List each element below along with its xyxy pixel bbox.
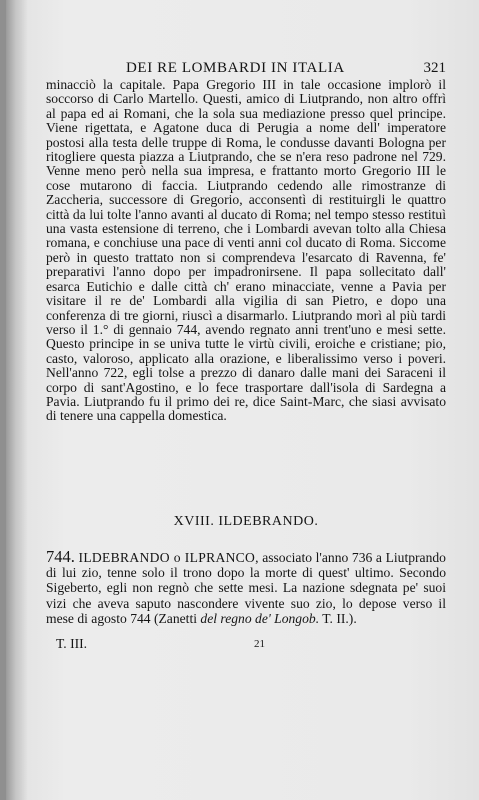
ildebrando-entry <box>46 549 446 626</box>
page-gutter-shadow <box>6 0 28 800</box>
entry-citation: del regno de' Longob. <box>200 610 320 626</box>
page-footer <box>46 636 446 658</box>
page-number: 321 <box>423 60 446 76</box>
book-page <box>6 0 479 800</box>
body-paragraph: minacciò la capitale. Papa Gregorio III in tale occasione implorò il soccorso di Carlo Martello. Questi, amico di Liutprando, non altro offrì al papa ed ai Romani, che la sola sua mediazione presso quel principe. Viene rigettata, e Agatone duca di Perugia a nome dell' imperatore postosi alla testa delle truppe di Roma, le condusse davanti Bologna per ritogliere questa piazza a Liutprando, che se n'era reso padrone nel 729. Venne meno però nella sua impresa, e frattanto morto Gregorio III le cose mutarono di faccia. Liutprando cedendo alle rimostranze di Zaccheria, successore di Gregorio, acconsentì di restituirgli le quattro città da lui tolte l'anno avanti al ducato di Roma; nel tempo stesso restituì una vasta estensione di terreno, che i Lombardi avevan tolto alla Chiesa romana, e conchiuse una pace di venti anni col ducato di Roma. Siccome però in questo trattato non si comprendeva l'esarcato di Ravenna, fe' preparativi l'anno dopo per impadronirsene. Il papa sollecitato dall' esarca Eutichio e dalle città ch' erano minacciate, venne a Pavia per visitare il re de' Lombardi alla vigilia di san Pietro, e dopo una conferenza di tre giorni, riuscì a disarmarlo. Liutprando morì al più tardi verso il 1.° di gennaio 744, avendo regnato anni trent'uno e mesi sette. Questo principe in se univa tutte le virtù civili, eroiche e cristiane; pio, casto, valoroso, applicato alla orazione, e liberalissimo verso i poveri. Nell'anno 722, egli tolse a prezzo di danaro dalle mani dei Saraceni il corpo di sant'Agostino, e lo fece trasportare dall'isola di Sardegna a Pavia. Liutprando fu il primo dei re, dice Saint-Marc, che siasi avvisato di tenere una cappella domestica. <box>46 77 446 424</box>
running-head: DEI RE LOMBARDI IN ITALIA <box>126 60 345 76</box>
entry-name: ILDEBRANDO o ILPRANCO <box>78 550 256 565</box>
entry-text-end: T. II.). <box>319 610 357 626</box>
entry-text: , associato l'anno 736 a Liutprando di lui zio, tenne solo il trono dopo la morte di quest' ultimo. Secondo Sigeberto, egli non regnò che sette mesi. La nazione sdegnata pe' suoi vizi che aveva saputo nascondere vivente suo zio, lo depose verso il mese di agosto 744 (Zanetti <box>46 550 446 626</box>
section-title: XVIII. ILDEBRANDO. <box>173 514 319 529</box>
volume-signature: T. III. <box>56 636 88 651</box>
entry-year: 744. <box>46 547 75 566</box>
sheet-number: 21 <box>254 638 265 650</box>
